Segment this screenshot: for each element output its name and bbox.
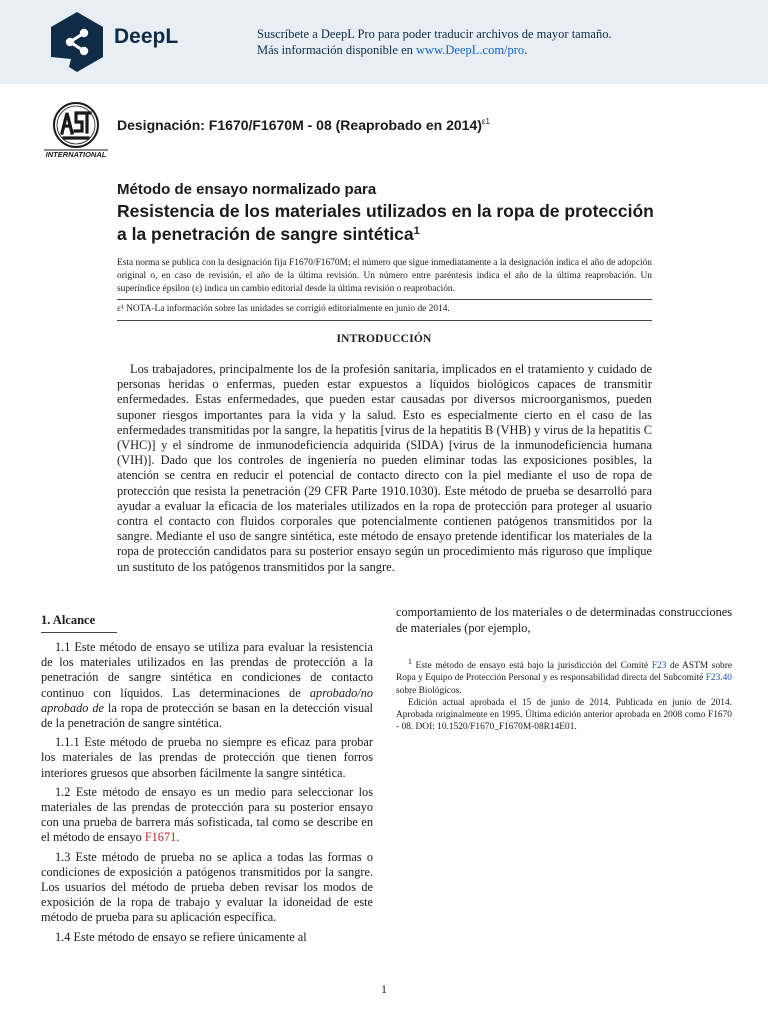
- introduction-body: Los trabajadores, principalmente los de la profesión sanitaria, implicados en el tratamiento y cuidado de personas heridas o enfermas, pueden estar expuestos a líquidos biológicos capaces de transmitir enfermedades. Estas enfermedades, que pueden estar causadas por diversos microorganismos, pueden suponer riesgos importantes para la vida y la salud. Esto es especialmente cierto en el caso de las enfermedades transmitidas por la sangre, la hepatitis [virus de la hepatitis B (VHB) y virus de la hepatitis C (VHC)] y el síndrome de inmunodeficiencia adquirida (SIDA) [virus de la inmunodeficiencia humana (VIH)]. Dado que los controles de ingeniería no pueden eliminar todas las exposiciones posibles, la atención se centra en reducir el potencial de contacto directo con la piel mediante el uso de ropa de protección que resista la penetración (29 CFR Parte 1910.1030). Este método de prueba se desarrolló para ayudar a evaluar la eficacia de los materiales utilizados en la ropa de protección para proteger al usuario contra el contacto con fluidos corporales que potencialmente contienen patógenos transmitidos por la sangre. Mediante el uso de sangre sintética, este método de ensayo pretende identificar los materiales de la ropa de protección candidatos para su posterior ensayo según un procedimiento más riguroso que implique un sustituto de los patógenos transmitidos por la sangre.: [117, 362, 652, 574]
- deepl-pro-link[interactable]: www.DeepL.com/pro: [416, 43, 525, 57]
- title-line-2-text: a la penetración de sangre sintética: [117, 224, 414, 244]
- footnote-p2: Edición actual aprobada el 15 de junio de 2014. Publicada en junio de 2014. Aprobada originalmente en 1995. Última edición anterior aprobada en 2008 como F1670 - 08. DOI: 10.1520/F1670_F1670M-08R14E01.: [396, 697, 732, 733]
- title-line-1: Resistencia de los materiales utilizados en la ropa de protección: [117, 201, 654, 221]
- f23-link[interactable]: F23: [651, 661, 667, 672]
- paragraph-1-4: 1.4 Este método de ensayo se refiere únicamente al: [55, 929, 307, 944]
- footnote-text-a: Este método de ensayo está bajo la jurisdicción del Comité: [411, 661, 652, 672]
- promo-line-2-suffix: .: [524, 43, 528, 57]
- epsilon-note: ε¹ NOTA-La información sobre las unidades se corrigió editorialmente en junio de 2014.: [117, 304, 450, 314]
- document-title: [117, 201, 717, 244]
- designation-heading: [117, 117, 490, 133]
- left-column: [41, 640, 373, 945]
- page-number: 1: [381, 982, 387, 996]
- footnote-p1: [396, 656, 732, 697]
- promo-line-2-prefix: Más información disponible en: [257, 43, 416, 57]
- divider-bottom: [117, 320, 652, 321]
- footnote-text-b: de ASTM sobre Ropa y Equipo de Protección Personal y es responsabilidad directa del Subcomité: [396, 661, 732, 684]
- section-scope-title: 1. Alcance: [41, 613, 96, 627]
- astm-international-logo-icon: [42, 100, 110, 160]
- title-prefix: Método de ensayo normalizado para: [117, 181, 377, 198]
- f23-40-link[interactable]: F23.40: [705, 673, 732, 684]
- footnote-text-c: sobre Biológicos.: [396, 685, 462, 696]
- p1-text-a: 1.1 Este método de ensayo se utiliza para evaluar la resistencia de los materiales utilizados en las prendas de protección a la penetración de sangre sintética en condiciones de contacto continuo con líquidos. Las determinaciones de: [41, 640, 373, 700]
- f1671-link[interactable]: F1671: [144, 830, 177, 845]
- designation-text: Designación: F1670/F1670M - 08 (Reaprobado en 2014): [117, 117, 482, 133]
- deepl-brand-name[interactable]: DeepL: [114, 25, 179, 48]
- deepl-banner: [0, 0, 768, 84]
- promo-line-2: [257, 42, 737, 58]
- svg-text:INTERNATIONAL: INTERNATIONAL: [45, 150, 107, 159]
- paragraph-1-1-1: 1.1.1 Este método de prueba no siempre es eficaz para probar los materiales de las prendas de protección que tienen forros interiores gruesos que absorben fácilmente la sangre sintética.: [41, 735, 373, 780]
- paragraph-1-2: [41, 785, 373, 846]
- right-column-text: comportamiento de los materiales o de determinadas construcciones de materiales (por ejemplo,: [396, 605, 732, 635]
- title-line-2: [117, 221, 717, 244]
- p3-text-a: 1.2 Este método de ensayo es un medio para seleccionar los materiales de las prendas de protección para su posterior ensayo con una prueba de barrera más sofisticada, tal como se describe en el método de ensayo: [41, 784, 373, 845]
- designation-epsilon: ε1: [481, 117, 490, 126]
- deepl-promo-text: [257, 26, 737, 58]
- paragraph-1-1: [41, 640, 373, 731]
- footnote-number: 1: [408, 657, 412, 666]
- paragraph-1-3: 1.3 Este método de prueba no se aplica a todas las formas o condiciones de exposición a patógenos transmitidos por la sangre. Los usuarios del método de prueba deben revisar los modos de exposición de la ropa de trabajo y evaluar la idoneidad de este método de prueba para su aplicación específica.: [41, 849, 373, 925]
- p1-text-b: la ropa de protección se basan en la detección visual de la penetración de sangre sintética.: [41, 700, 373, 731]
- footnote-1: [396, 656, 732, 733]
- p3-text-b: .: [176, 830, 180, 845]
- standard-issue-note: Esta norma se publica con la designación fija F1670/F1670M; el número que sigue inmediatamente a la designación indica el año de adopción original o, en caso de revisión, el año de la última revisión. Un número entre paréntesis indica el año de la última reaprobación. Un superíndice épsilon (ε) indica un cambio editorial desde la última revisión o reaprobación.: [117, 258, 652, 294]
- divider-top: [117, 299, 652, 300]
- section-title-underline: [41, 632, 117, 633]
- introduction-heading: INTRODUCCIÓN: [336, 333, 432, 345]
- promo-line-1: Suscríbete a DeepL Pro para poder traducir archivos de mayor tamaño.: [257, 27, 612, 41]
- p1-italic: aprobado/no aprobado de: [41, 685, 373, 715]
- title-footnote-ref: 1: [413, 225, 420, 237]
- deepl-logo-icon[interactable]: [49, 11, 105, 73]
